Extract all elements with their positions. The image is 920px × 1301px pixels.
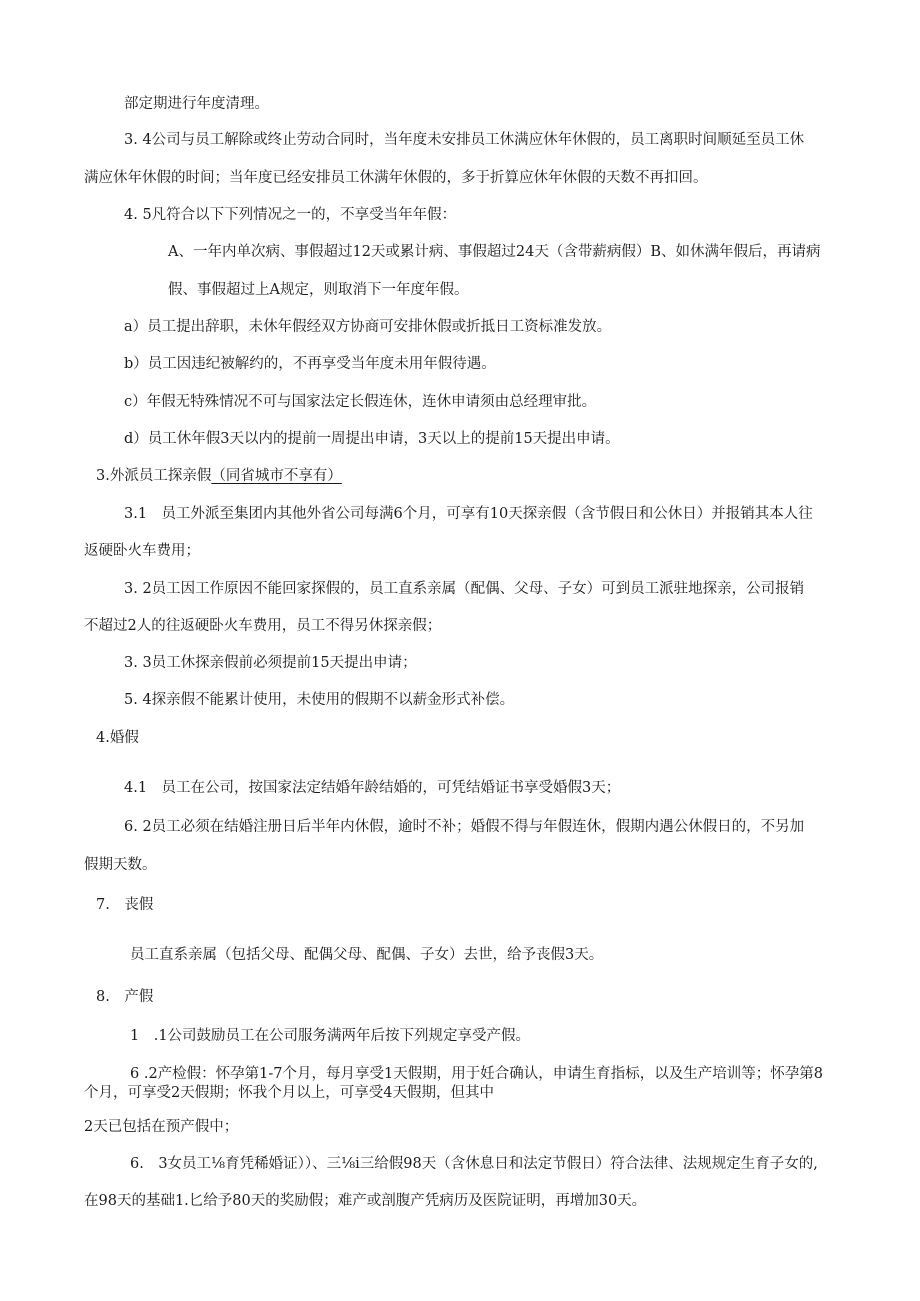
text-line: 部定期进行年度清理。 (124, 96, 269, 112)
text-line: d）员工休年假3天以内的提前一周提出申请，3天以上的提前15天提出申请。 (124, 431, 620, 447)
text-line: 员工直系亲属（包括父母、配偶父母、配偶、子女）去世，给予丧假3天。 (130, 947, 604, 963)
text-line: 4. 5凡符合以下下列情况之一的，不享受当年年假： (124, 207, 457, 223)
text-line: 6. 3女员工⅛育凭稀婚证））、三⅛i三给假98天（含休息日和法定节假日）符合法律、法规规定生育子女的, (130, 1156, 818, 1172)
text-line: 4.1 员工在公司，按国家法定结婚年龄结婚的，可凭结婚证书享受婚假3天； (124, 780, 621, 796)
text-line: 6 .2产检假：怀孕第1-7个月，每月享受1天假期，用于妊合确认，申请生育指标，以及生产培训等；怀孕第8 (130, 1066, 823, 1082)
text-line: 2天已包括在预产假中； (84, 1119, 239, 1135)
section-heading (96, 466, 342, 486)
text-line: 5. 4探亲假不能累计使用，未使用的假期不以薪金形式补偿。 (124, 692, 515, 708)
text-line: 不超过2人的往返硬卧火车费用，员工不得另休探亲假； (84, 618, 442, 634)
text-line: A、一年内单次病、事假超过12天或累计病、事假超过24天（含带薪病假）B、如休满年假后，再请病 (168, 244, 821, 260)
text-line: 在98天的基础1.匕给予80天的奖励假；难产或剖腹产凭病历及医院证明，再增加30天。 (84, 1193, 647, 1209)
text-line: b）员工因违纪被解约的，不再享受当年度未用年假待遇。 (124, 356, 496, 372)
section-heading: 7. 丧假 (96, 897, 154, 913)
text-line: 返硬卧火车费用； (84, 543, 200, 559)
text-line: 1 .1公司鼓励员工在公司服务满两年后按下列规定享受产假。 (130, 1028, 531, 1044)
text-line: 假、事假超过上A规定，则取消下一年度年假。 (168, 282, 469, 298)
section-heading: 8. 产假 (96, 989, 154, 1005)
heading-text: 3.外派员工探亲假 (96, 468, 212, 484)
text-line: 满应休年休假的时间；当年度已经安排员工休满年休假的，多于折算应休年休假的天数不再扣回。 (84, 170, 708, 186)
text-line: 6. 2员工必须在结婚注册日后半年内休假，逾时不补；婚假不得与年假连休，假期内遇公休假日的，不另加 (124, 819, 805, 835)
text-line: a）员工提出辞职，未休年假经双方协商可安排休假或折抵日工资标准发放。 (124, 319, 612, 335)
heading-note: （同省城市不享有） (211, 468, 342, 484)
text-line: 3. 2员工因工作原因不能回家探假的，员工直系亲属（配偶、父母、子女）可到员工派驻地探亲，公司报销 (124, 581, 805, 597)
text-line: c）年假无特殊情况不可与国家法定长假连休，连休申请须由总经理审批。 (124, 394, 597, 410)
text-line: 个月，可享受2天假期；怀我个月以上，可享受4天假期，但其中 (84, 1085, 494, 1101)
text-line: 假期天数。 (84, 857, 157, 873)
text-line: 3.1 员工外派至集团内其他外省公司每满6个月，可享有10天探亲假（含节假日和公休日）并报销其本人往 (124, 506, 813, 522)
text-line: 3. 4公司与员工解除或终止劳动合同时，当年度未安排员工休满应休年休假的，员工离职时间顺延至员工休 (124, 132, 805, 148)
section-heading: 4.婚假 (96, 730, 139, 746)
text-line: 3. 3员工休探亲假前必须提前15天提出申请； (124, 655, 417, 671)
